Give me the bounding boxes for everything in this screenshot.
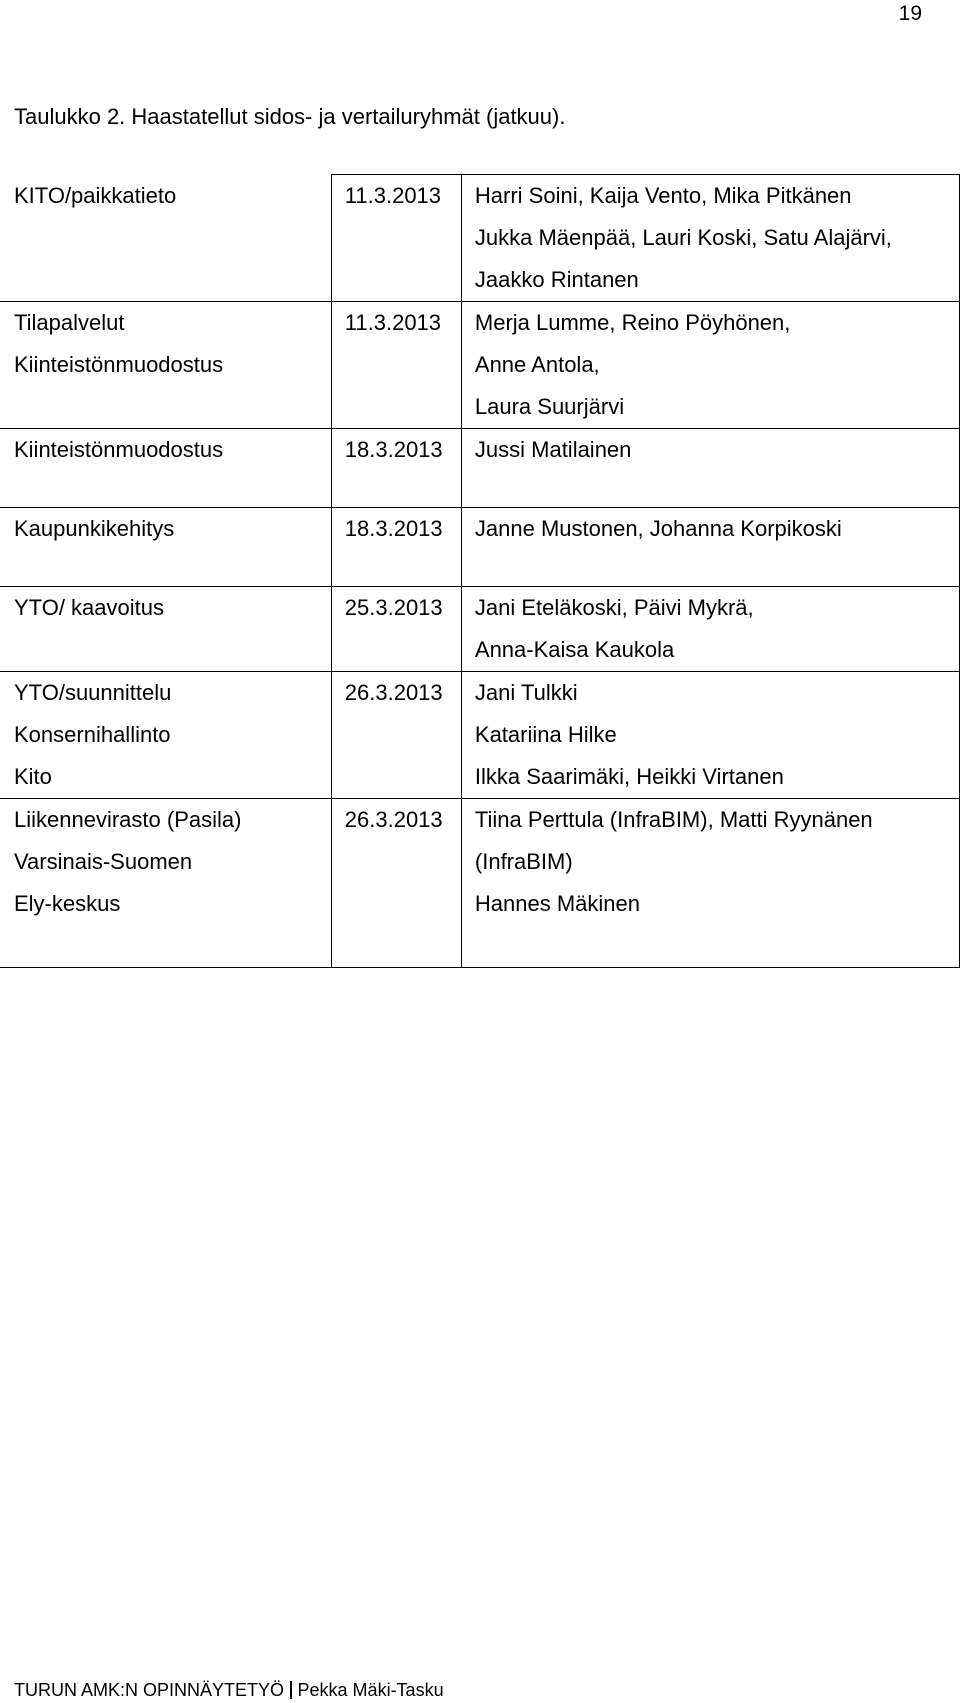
group-cell [0, 175, 331, 302]
group-line: YTO/suunnittelu [14, 680, 172, 705]
table-row [0, 429, 960, 508]
person-line: (InfraBIM) [474, 849, 573, 874]
person-line: Anne Antola, [474, 352, 600, 377]
people-cell [461, 672, 959, 799]
page-number: 19 [898, 2, 922, 25]
date-cell [331, 587, 461, 672]
footer-institution: TURUN AMK:N OPINNÄYTETYÖ [14, 1680, 285, 1700]
person-line: Harri Soini, Kaija Vento, Mika Pitkänen [474, 183, 852, 208]
person-line: Katariina Hilke [474, 722, 617, 747]
people-cell [461, 429, 959, 508]
interview-date: 26.3.2013 [344, 807, 443, 832]
date-cell [331, 302, 461, 429]
table-row [0, 175, 960, 302]
people-cell [461, 175, 959, 302]
group-cell [0, 672, 331, 799]
people-cell [461, 508, 959, 587]
group-cell [0, 429, 331, 508]
person-line: Tiina Perttula (InfraBIM), Matti Ryynänen [474, 807, 873, 832]
person-line: Jussi Matilainen [474, 437, 632, 462]
table-row [0, 587, 960, 672]
date-cell [331, 799, 461, 968]
group-line: Varsinais-Suomen [14, 849, 193, 874]
person-line: Ilkka Saarimäki, Heikki Virtanen [474, 764, 784, 789]
group-line: Konsernihallinto [14, 722, 171, 747]
interview-date: 26.3.2013 [344, 680, 443, 705]
table-caption: Taulukko 2. Haastatellut sidos- ja vertailuryhmät (jatkuu). [14, 104, 566, 129]
footer [14, 1680, 444, 1700]
interview-date: 11.3.2013 [344, 183, 442, 208]
people-cell [461, 587, 959, 672]
person-line: Laura Suurjärvi [474, 394, 625, 419]
group-line: Kito [14, 764, 52, 789]
footer-separator [290, 1681, 292, 1699]
group-line: Liikennevirasto (Pasila) [14, 807, 242, 832]
group-line: Ely-keskus [14, 891, 121, 916]
person-line: Hannes Mäkinen [474, 891, 640, 916]
table-row [0, 799, 960, 968]
group-line: YTO/ kaavoitus [14, 595, 164, 620]
date-cell [331, 429, 461, 508]
people-cell [461, 302, 959, 429]
person-line: Janne Mustonen, Johanna Korpikoski [474, 516, 842, 541]
person-line: Jaakko Rintanen [474, 267, 639, 292]
interview-table [0, 174, 960, 968]
person-line: Jukka Mäenpää, Lauri Koski, Satu Alajärvi, [474, 225, 892, 250]
group-cell [0, 302, 331, 429]
group-line: Tilapalvelut [14, 310, 125, 335]
group-line: KITO/paikkatieto [14, 182, 177, 208]
table-row [0, 672, 960, 799]
table-row [0, 508, 960, 587]
interview-date: 25.3.2013 [344, 595, 443, 620]
people-cell [461, 799, 959, 968]
interview-table-body [0, 175, 960, 968]
interview-date: 11.3.2013 [344, 310, 442, 335]
date-cell [331, 672, 461, 799]
group-line: Kiinteistönmuodostus [14, 352, 224, 377]
group-cell [0, 799, 331, 968]
interview-date: 18.3.2013 [344, 437, 443, 462]
interview-date: 18.3.2013 [344, 516, 443, 541]
footer-author: Pekka Mäki-Tasku [297, 1680, 444, 1700]
person-line: Jani Tulkki [474, 680, 578, 705]
person-line: Jani Eteläkoski, Päivi Mykrä, [474, 595, 754, 620]
date-cell [331, 508, 461, 587]
person-line: Merja Lumme, Reino Pöyhönen, [474, 310, 791, 335]
date-cell [331, 175, 461, 302]
group-cell [0, 587, 331, 672]
person-line: Anna-Kaisa Kaukola [474, 637, 675, 662]
group-line: Kiinteistönmuodostus [14, 437, 224, 462]
group-line: Kaupunkikehitys [14, 516, 175, 541]
group-cell [0, 508, 331, 587]
table-row [0, 302, 960, 429]
